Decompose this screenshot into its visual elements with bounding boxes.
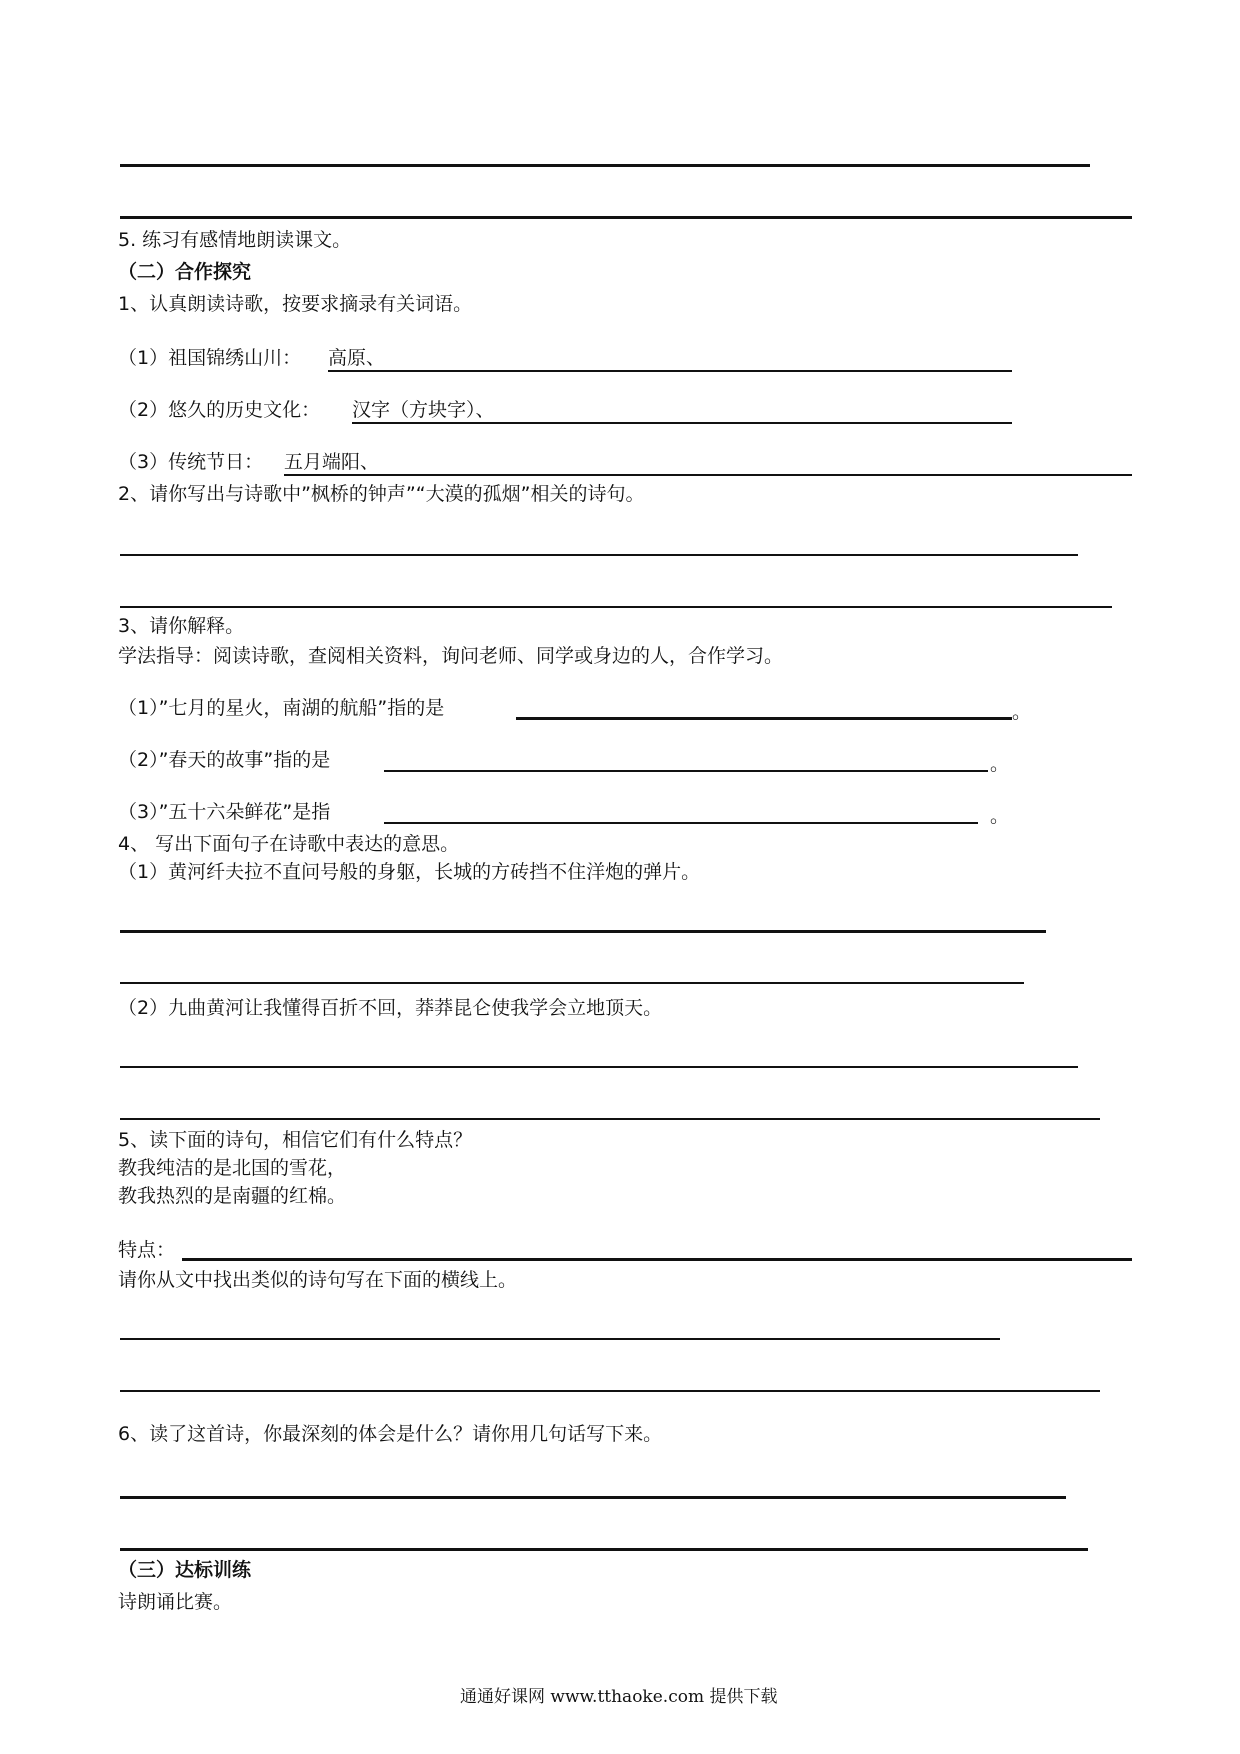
footer-source: 通通好课网 www.tthaoke.com 提供下载 (460, 1687, 778, 1707)
poem-line-1: 教我纯洁的是北国的雪花， (118, 1157, 347, 1179)
feature-label: 特点： (118, 1239, 176, 1261)
answer-line[interactable] (120, 1390, 1100, 1392)
question-3-3: （3）”五十六朵鲜花”是指 (118, 801, 331, 823)
question-3-guide: 学法指导：阅读诗歌，查阅相关资料，询问老师、同学或身边的人，合作学习。 (118, 645, 784, 667)
answer-line[interactable] (284, 474, 1132, 476)
question-4-2: （2）九曲黄河让我懂得百折不回，莽莽昆仑使我学会立地顶天。 (118, 997, 663, 1019)
answer-line[interactable] (352, 422, 1012, 424)
question-1-1-label: （1）祖国锦绣山川： (118, 347, 302, 369)
answer-line[interactable] (182, 1258, 1132, 1261)
period: 。 (990, 753, 1010, 775)
section-title-cooperative-inquiry: （二）合作探究 (118, 261, 252, 283)
period: 。 (1012, 701, 1032, 723)
answer-line[interactable] (384, 822, 978, 824)
question-1-1-example: 高原、 (328, 347, 386, 369)
answer-line[interactable] (328, 370, 1012, 372)
answer-line[interactable] (120, 930, 1046, 933)
question-1-2-example: 汉字（方块字）、 (352, 399, 495, 421)
answer-line[interactable] (120, 216, 1132, 219)
question-1-3-label: （3）传统节日： (118, 451, 264, 473)
section-title-standard-training: （三）达标训练 (118, 1559, 252, 1581)
question-5-find: 请你从文中找出类似的诗句写在下面的横线上。 (118, 1269, 518, 1291)
answer-line[interactable] (120, 1338, 1000, 1340)
answer-line[interactable] (120, 982, 1024, 984)
question-3-1: （1）”七月的星火，南湖的航船”指的是 (118, 697, 445, 719)
answer-line[interactable] (120, 606, 1112, 608)
practice-item-5: 5. 练习有感情地朗读课文。 (118, 229, 352, 251)
question-5: 5、读下面的诗句，相信它们有什么特点？ (118, 1129, 473, 1151)
section-3-task: 诗朗诵比赛。 (118, 1591, 233, 1613)
question-2: 2、请你写出与诗歌中”枫桥的钟声”“大漠的孤烟”相关的诗句。 (118, 483, 645, 505)
question-1-3-example: 五月端阳、 (284, 451, 380, 473)
period: 。 (990, 805, 1010, 827)
answer-line[interactable] (384, 770, 988, 772)
answer-line[interactable] (120, 1066, 1078, 1068)
question-6: 6、读了这首诗，你最深刻的体会是什么？请你用几句话写下来。 (118, 1423, 663, 1445)
question-3-2: （2）”春天的故事”指的是 (118, 749, 331, 771)
answer-line[interactable] (120, 164, 1090, 167)
answer-line[interactable] (120, 1496, 1066, 1499)
answer-line[interactable] (120, 554, 1078, 556)
question-1: 1、认真朗读诗歌，按要求摘录有关词语。 (118, 293, 473, 315)
poem-line-2: 教我热烈的是南疆的红棉。 (118, 1185, 347, 1207)
answer-line[interactable] (120, 1548, 1088, 1551)
answer-line[interactable] (516, 717, 1012, 720)
question-3: 3、请你解释。 (118, 615, 245, 637)
question-1-2-label: （2）悠久的历史文化： (118, 399, 321, 421)
question-4-1: （1）黄河纤夫拉不直问号般的身躯，长城的方砖挡不住洋炮的弹片。 (118, 861, 701, 883)
question-4: 4、 写出下面句子在诗歌中表达的意思。 (118, 833, 460, 855)
answer-line[interactable] (120, 1118, 1100, 1120)
